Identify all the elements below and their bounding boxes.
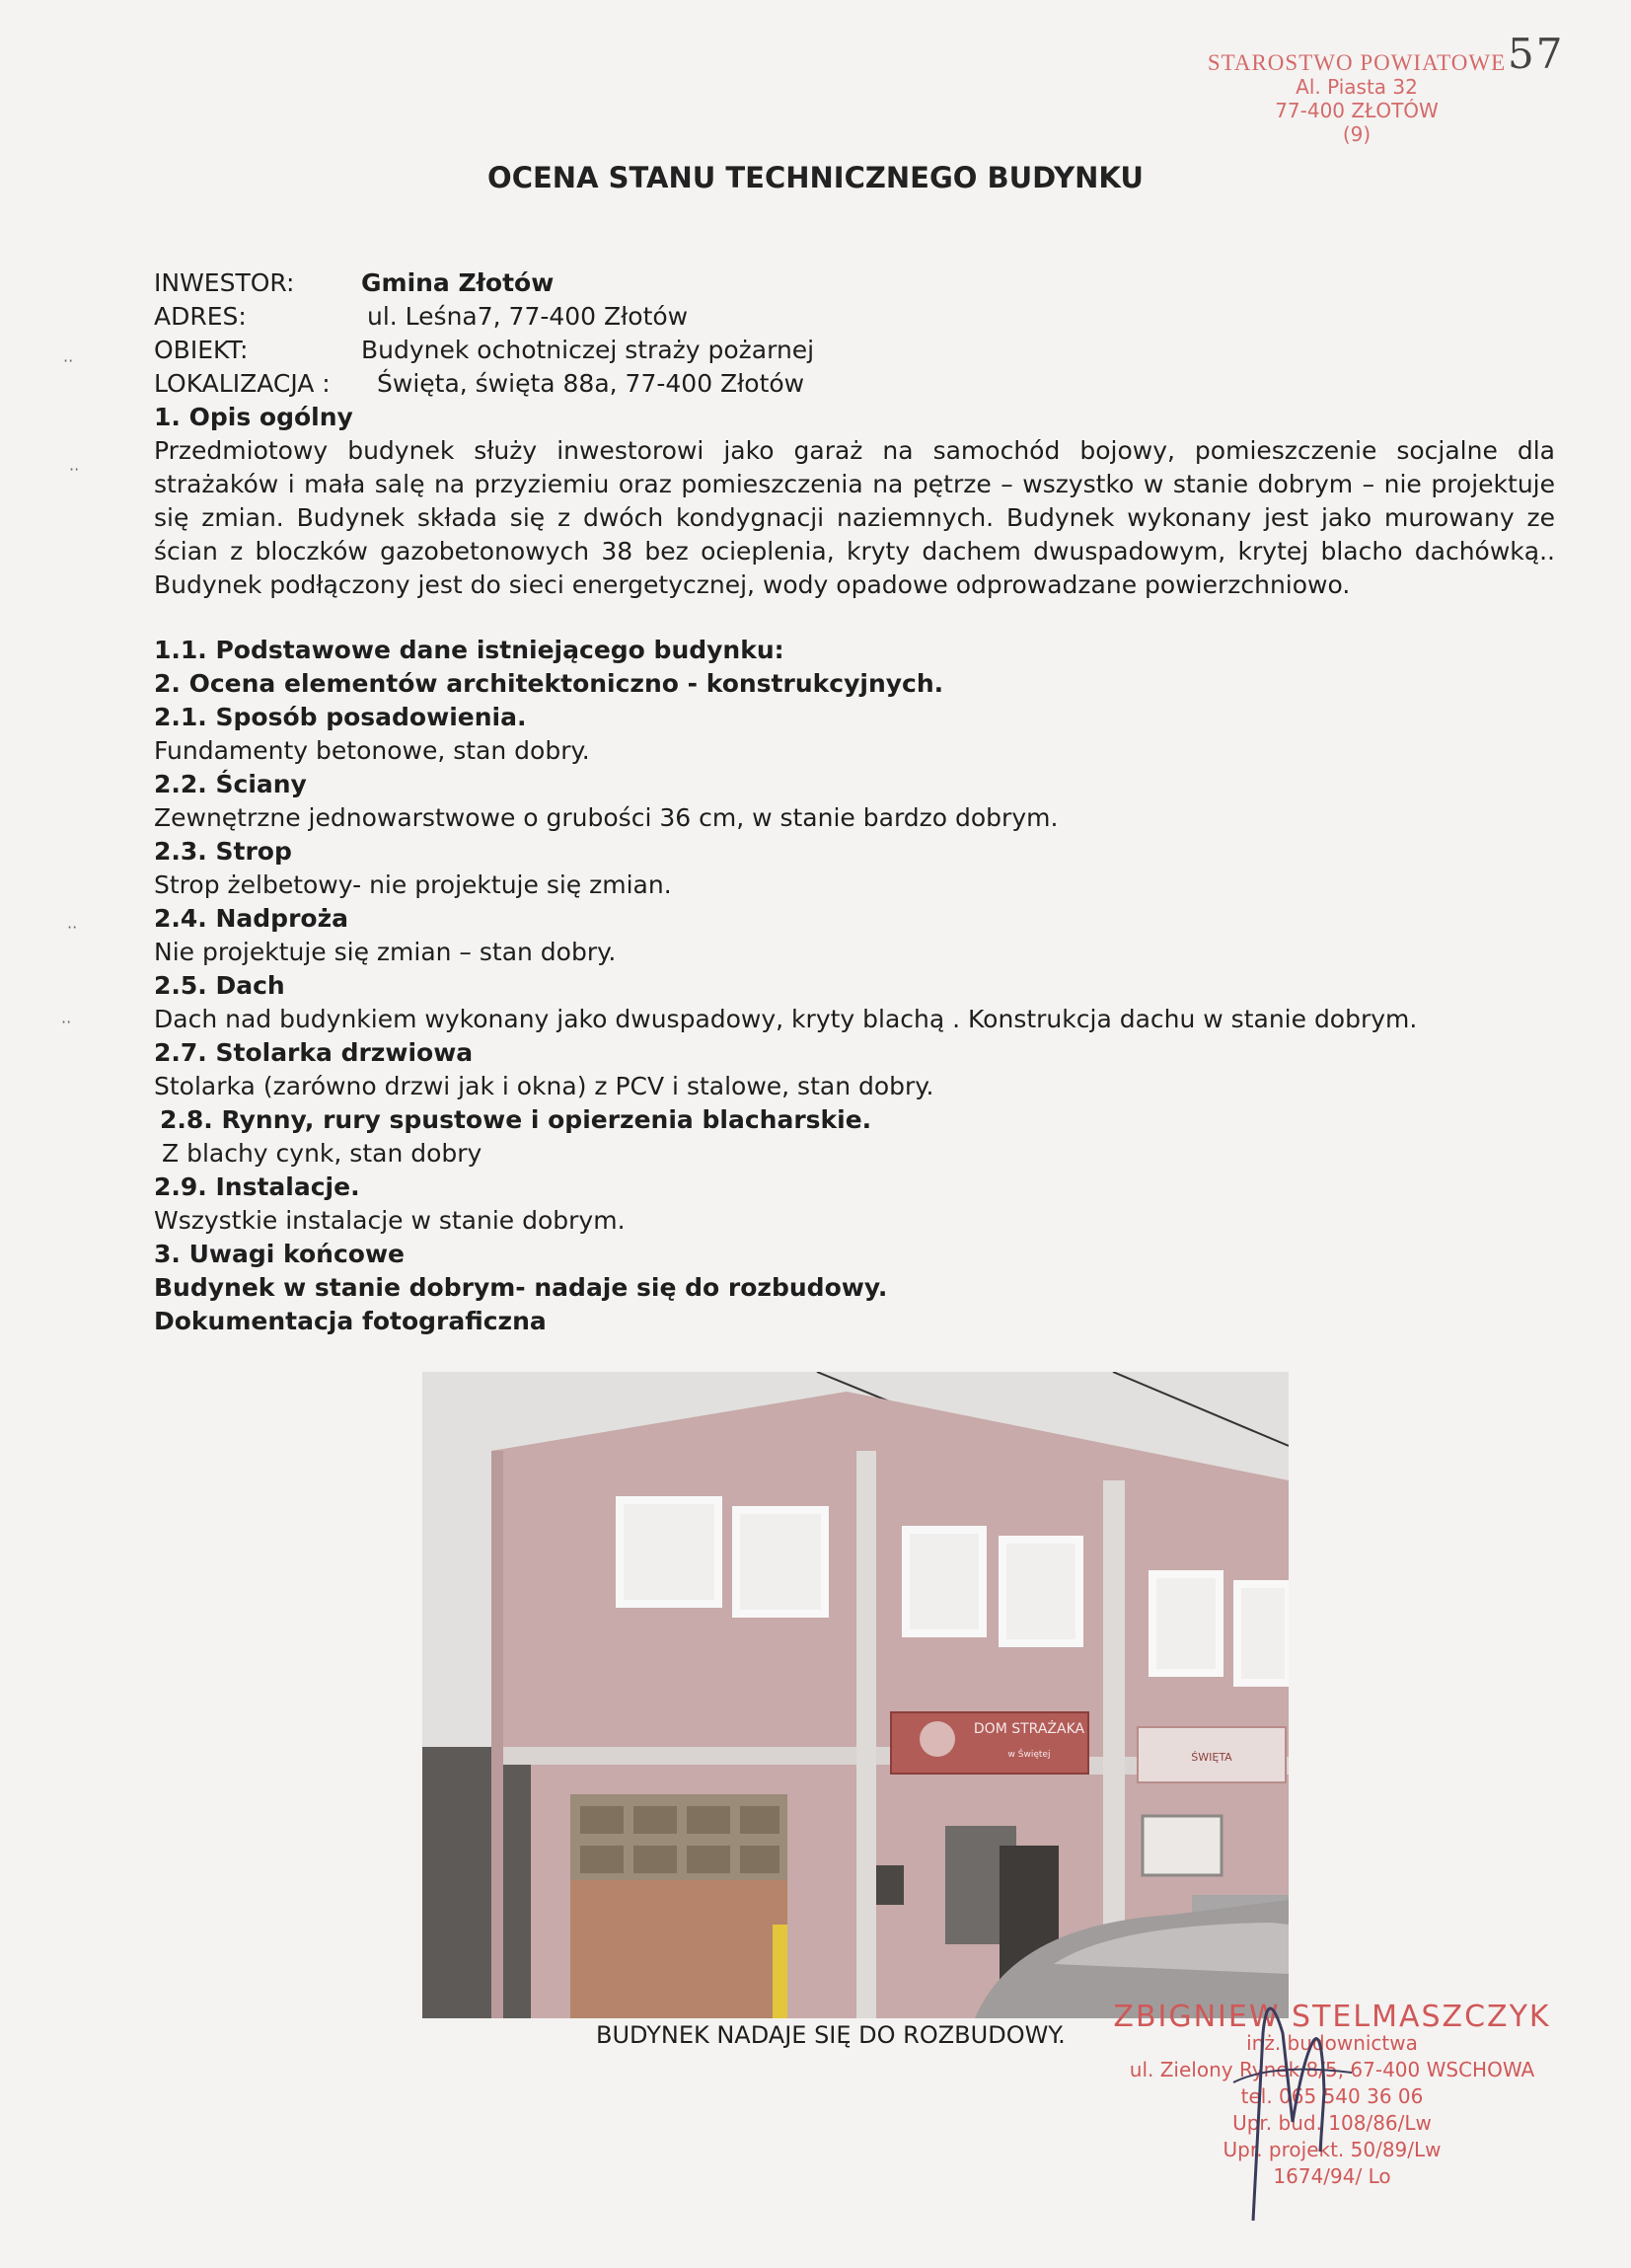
stamp-line: 77-400 ZŁOTÓW bbox=[1275, 99, 1439, 122]
page-number: 57 bbox=[1508, 30, 1565, 78]
section-text: Fundamenty betonowe, stan dobry. bbox=[154, 736, 590, 765]
stamp-line: Upr. bud. 108/86/Lw bbox=[1232, 2111, 1432, 2135]
section-heading: 2.9. Instalacje. bbox=[154, 1172, 360, 1201]
section-heading: 2. Ocena elementów architektoniczno - konstrukcyjnych. bbox=[154, 669, 944, 698]
stamp-line: Al. Piasta 32 bbox=[1296, 75, 1418, 99]
stamp-line: 1674/94/ Lo bbox=[1273, 2164, 1391, 2188]
section-heading: 2.3. Strop bbox=[154, 837, 292, 866]
location-label: LOKALIZACJA : bbox=[154, 369, 331, 398]
section-text: Dach nad budynkiem wykonany jako dwuspadowy, kryty blachą . Konstrukcja dachu w stanie dobrym. bbox=[154, 1005, 1418, 1033]
object-value: Budynek ochotniczej straży pożarnej bbox=[361, 336, 815, 364]
section-heading: 2.8. Rynny, rury spustowe i opierzenia blacharskie. bbox=[160, 1105, 872, 1134]
photo-caption: BUDYNEK NADAJE SIĘ DO ROZBUDOWY. bbox=[596, 2021, 1066, 2049]
document-title: OCENA STANU TECHNICZNEGO BUDYNKU bbox=[487, 161, 1144, 194]
object-label: OBIEKT: bbox=[154, 336, 249, 364]
address-value: ul. Leśna7, 77-400 Złotów bbox=[367, 302, 689, 331]
stamp-line: (9) bbox=[1342, 122, 1372, 146]
sign-main-text: DOM STRAŻAKA bbox=[973, 1721, 1085, 1737]
section-heading: Dokumentacja fotograficzna bbox=[154, 1307, 547, 1335]
building-photo bbox=[422, 1372, 1289, 2018]
section-heading: 1.1. Podstawowe dane istniejącego budynku: bbox=[154, 636, 784, 664]
location-value: Święta, święta 88a, 77-400 Złotów bbox=[377, 369, 805, 398]
investor-value: Gmina Złotów bbox=[361, 268, 555, 297]
signature bbox=[1214, 1974, 1362, 2230]
section-heading: 2.2. Ściany bbox=[154, 770, 307, 798]
section-text: Zewnętrzne jednowarstwowe o grubości 36 cm, w stanie bardzo dobrym. bbox=[154, 803, 1059, 832]
conclusion-text: Budynek w stanie dobrym- nadaje się do rozbudowy. bbox=[154, 1273, 888, 1302]
sign-right-text: ŚWIĘTA bbox=[1191, 1751, 1232, 1764]
section-text: Wszystkie instalacje w stanie dobrym. bbox=[154, 1206, 626, 1235]
sign-small-text: w Świętej bbox=[1007, 1750, 1051, 1760]
scan-mark: ·· bbox=[61, 1013, 72, 1031]
section-heading: 1. Opis ogólny bbox=[154, 403, 353, 431]
section-heading: 2.1. Sposób posadowienia. bbox=[154, 703, 527, 731]
stamp-name: ZBIGNIEW STELMASZCZYK bbox=[1113, 2000, 1551, 2034]
section-heading: 2.5. Dach bbox=[154, 971, 285, 1000]
stamp-line: STAROSTWO POWIATOWE bbox=[1207, 50, 1507, 75]
stamp-line: inż. budownictwa bbox=[1246, 2031, 1418, 2055]
section-heading: 3. Uwagi końcowe bbox=[154, 1240, 406, 1268]
stamp-line: ul. Zielony Rynek 8/5, 67-400 WSCHOWA bbox=[1129, 2058, 1535, 2081]
section-text: Nie projektuje się zmian – stan dobry. bbox=[154, 938, 617, 966]
stamp-line: tel. 065 540 36 06 bbox=[1240, 2084, 1424, 2108]
section-paragraph: Przedmiotowy budynek służy inwestorowi jako garaż na samochód bojowy, pomieszczenie socjalne dla strażaków i mała salę na przyziemiu oraz pomieszczenia na pętrze – wszystko w stanie dobrym – nie projektuje się zmian. Budynek składa się z dwóch kondygnacji naziemnych. Budynek wykonany jest jako murowany ze ścian z bloczków gazobetonowych 38 bez ocieplenia, kryty dachem dwuspadowym, krytej blacho dachówką.. Budynek podłączony jest do sieci energetycznej, wody opadowe odprowadzane powierzchniowo. bbox=[154, 436, 1555, 599]
scan-mark: ·· bbox=[63, 351, 74, 370]
investor-label: INWESTOR: bbox=[154, 268, 295, 297]
section-text: Z blachy cynk, stan dobry bbox=[162, 1139, 482, 1168]
section-text: Strop żelbetowy- nie projektuje się zmian. bbox=[154, 870, 672, 899]
section-text: Stolarka (zarówno drzwi jak i okna) z PCV i stalowe, stan dobry. bbox=[154, 1072, 934, 1100]
office-stamp bbox=[1179, 51, 1534, 146]
stamp-line: Upr. projekt. 50/89/Lw bbox=[1223, 2138, 1442, 2161]
address-label: ADRES: bbox=[154, 302, 247, 331]
scan-mark: ·· bbox=[67, 918, 78, 937]
section-heading: 2.7. Stolarka drzwiowa bbox=[154, 1038, 474, 1067]
section-heading: 2.4. Nadproża bbox=[154, 904, 348, 933]
scan-mark: ·· bbox=[69, 460, 80, 479]
